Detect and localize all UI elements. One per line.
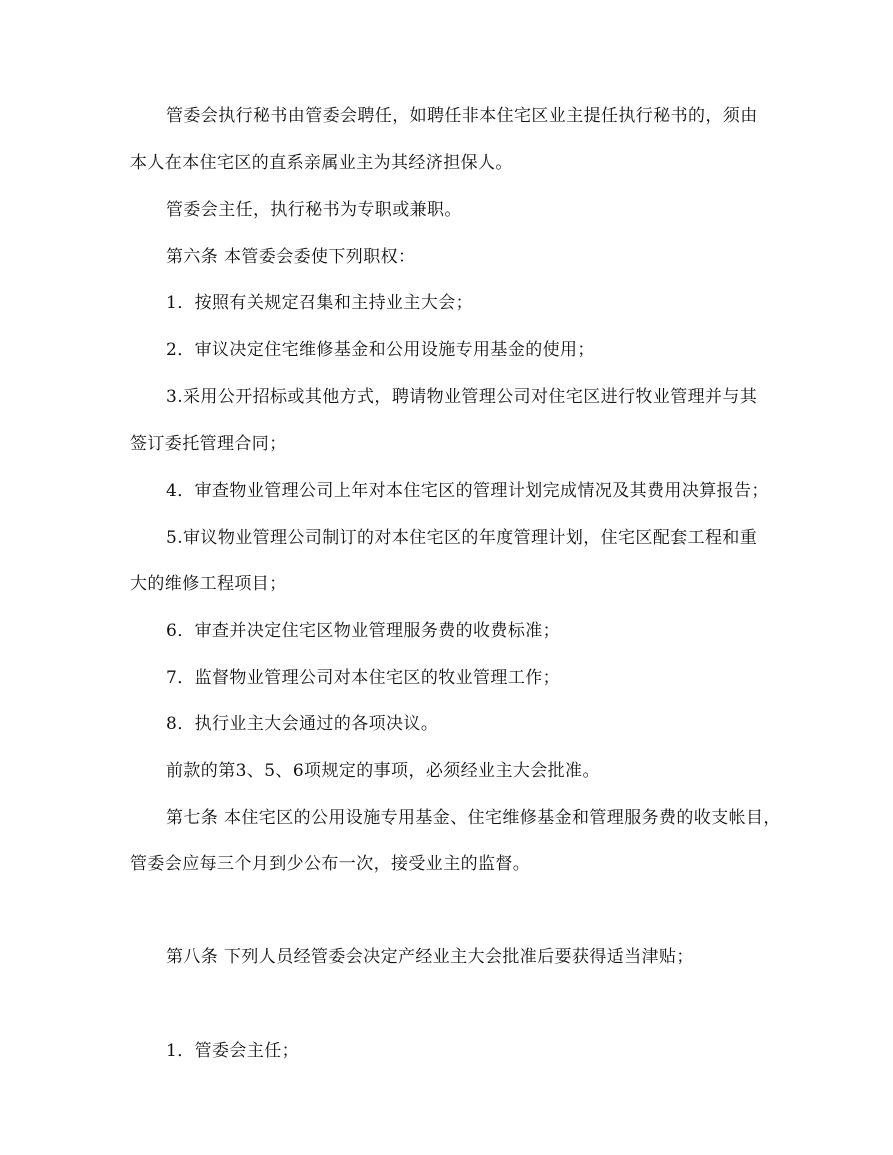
list-item: 6．审查并决定住宅区物业管理服务费的收费标准；	[166, 621, 561, 641]
list-item: 2．审议决定住宅维修基金和公用设施专用基金的使用；	[166, 340, 595, 360]
article-heading-line: 第七条 本住宅区的公用设施专用基金、住宅维修基金和管理服务费的收支帐目，	[166, 808, 781, 828]
paragraph-line: 前款的第3、5、6项规定的事项，必须经业主大会批准。	[166, 761, 600, 781]
list-item: 8．执行业主大会通过的各项决议。	[166, 714, 439, 734]
list-item: 3.采用公开招标或其他方式，聘请物业管理公司对住宅区进行牧业管理并与其	[166, 387, 758, 407]
list-item: 1．管委会主任；	[166, 1041, 300, 1061]
paragraph-line: 管委会执行秘书由管委会聘任，如聘任非本住宅区业主提任执行秘书的，须由	[166, 106, 758, 126]
paragraph-line: 管委会应每三个月到少公布一次，接受业主的监督。	[130, 854, 531, 874]
list-item: 5.审议物业管理公司制订的对本住宅区的年度管理计划，住宅区配套工程和重	[166, 528, 758, 548]
paragraph-line: 本人在本住宅区的直系亲属业主为其经济担保人。	[130, 153, 513, 173]
list-item-continuation: 大的维修工程项目；	[130, 574, 287, 594]
list-item-continuation: 签订委托管理合同；	[130, 434, 287, 454]
list-item: 7．监督物业管理公司对本住宅区的牧业管理工作；	[166, 668, 561, 688]
article-heading-line: 第六条 本管委会委使下列职权：	[166, 247, 416, 267]
paragraph-line: 管委会主任，执行秘书为专职或兼职。	[166, 200, 462, 220]
list-item: 1．按照有关规定召集和主持业主大会；	[166, 293, 474, 313]
list-item: 4．审查物业管理公司上年对本住宅区的管理计划完成情况及其费用决算报告；	[166, 481, 769, 501]
article-heading-line: 第八条 下列人员经管委会决定产经业主大会批准后要获得适当津贴；	[166, 947, 694, 967]
